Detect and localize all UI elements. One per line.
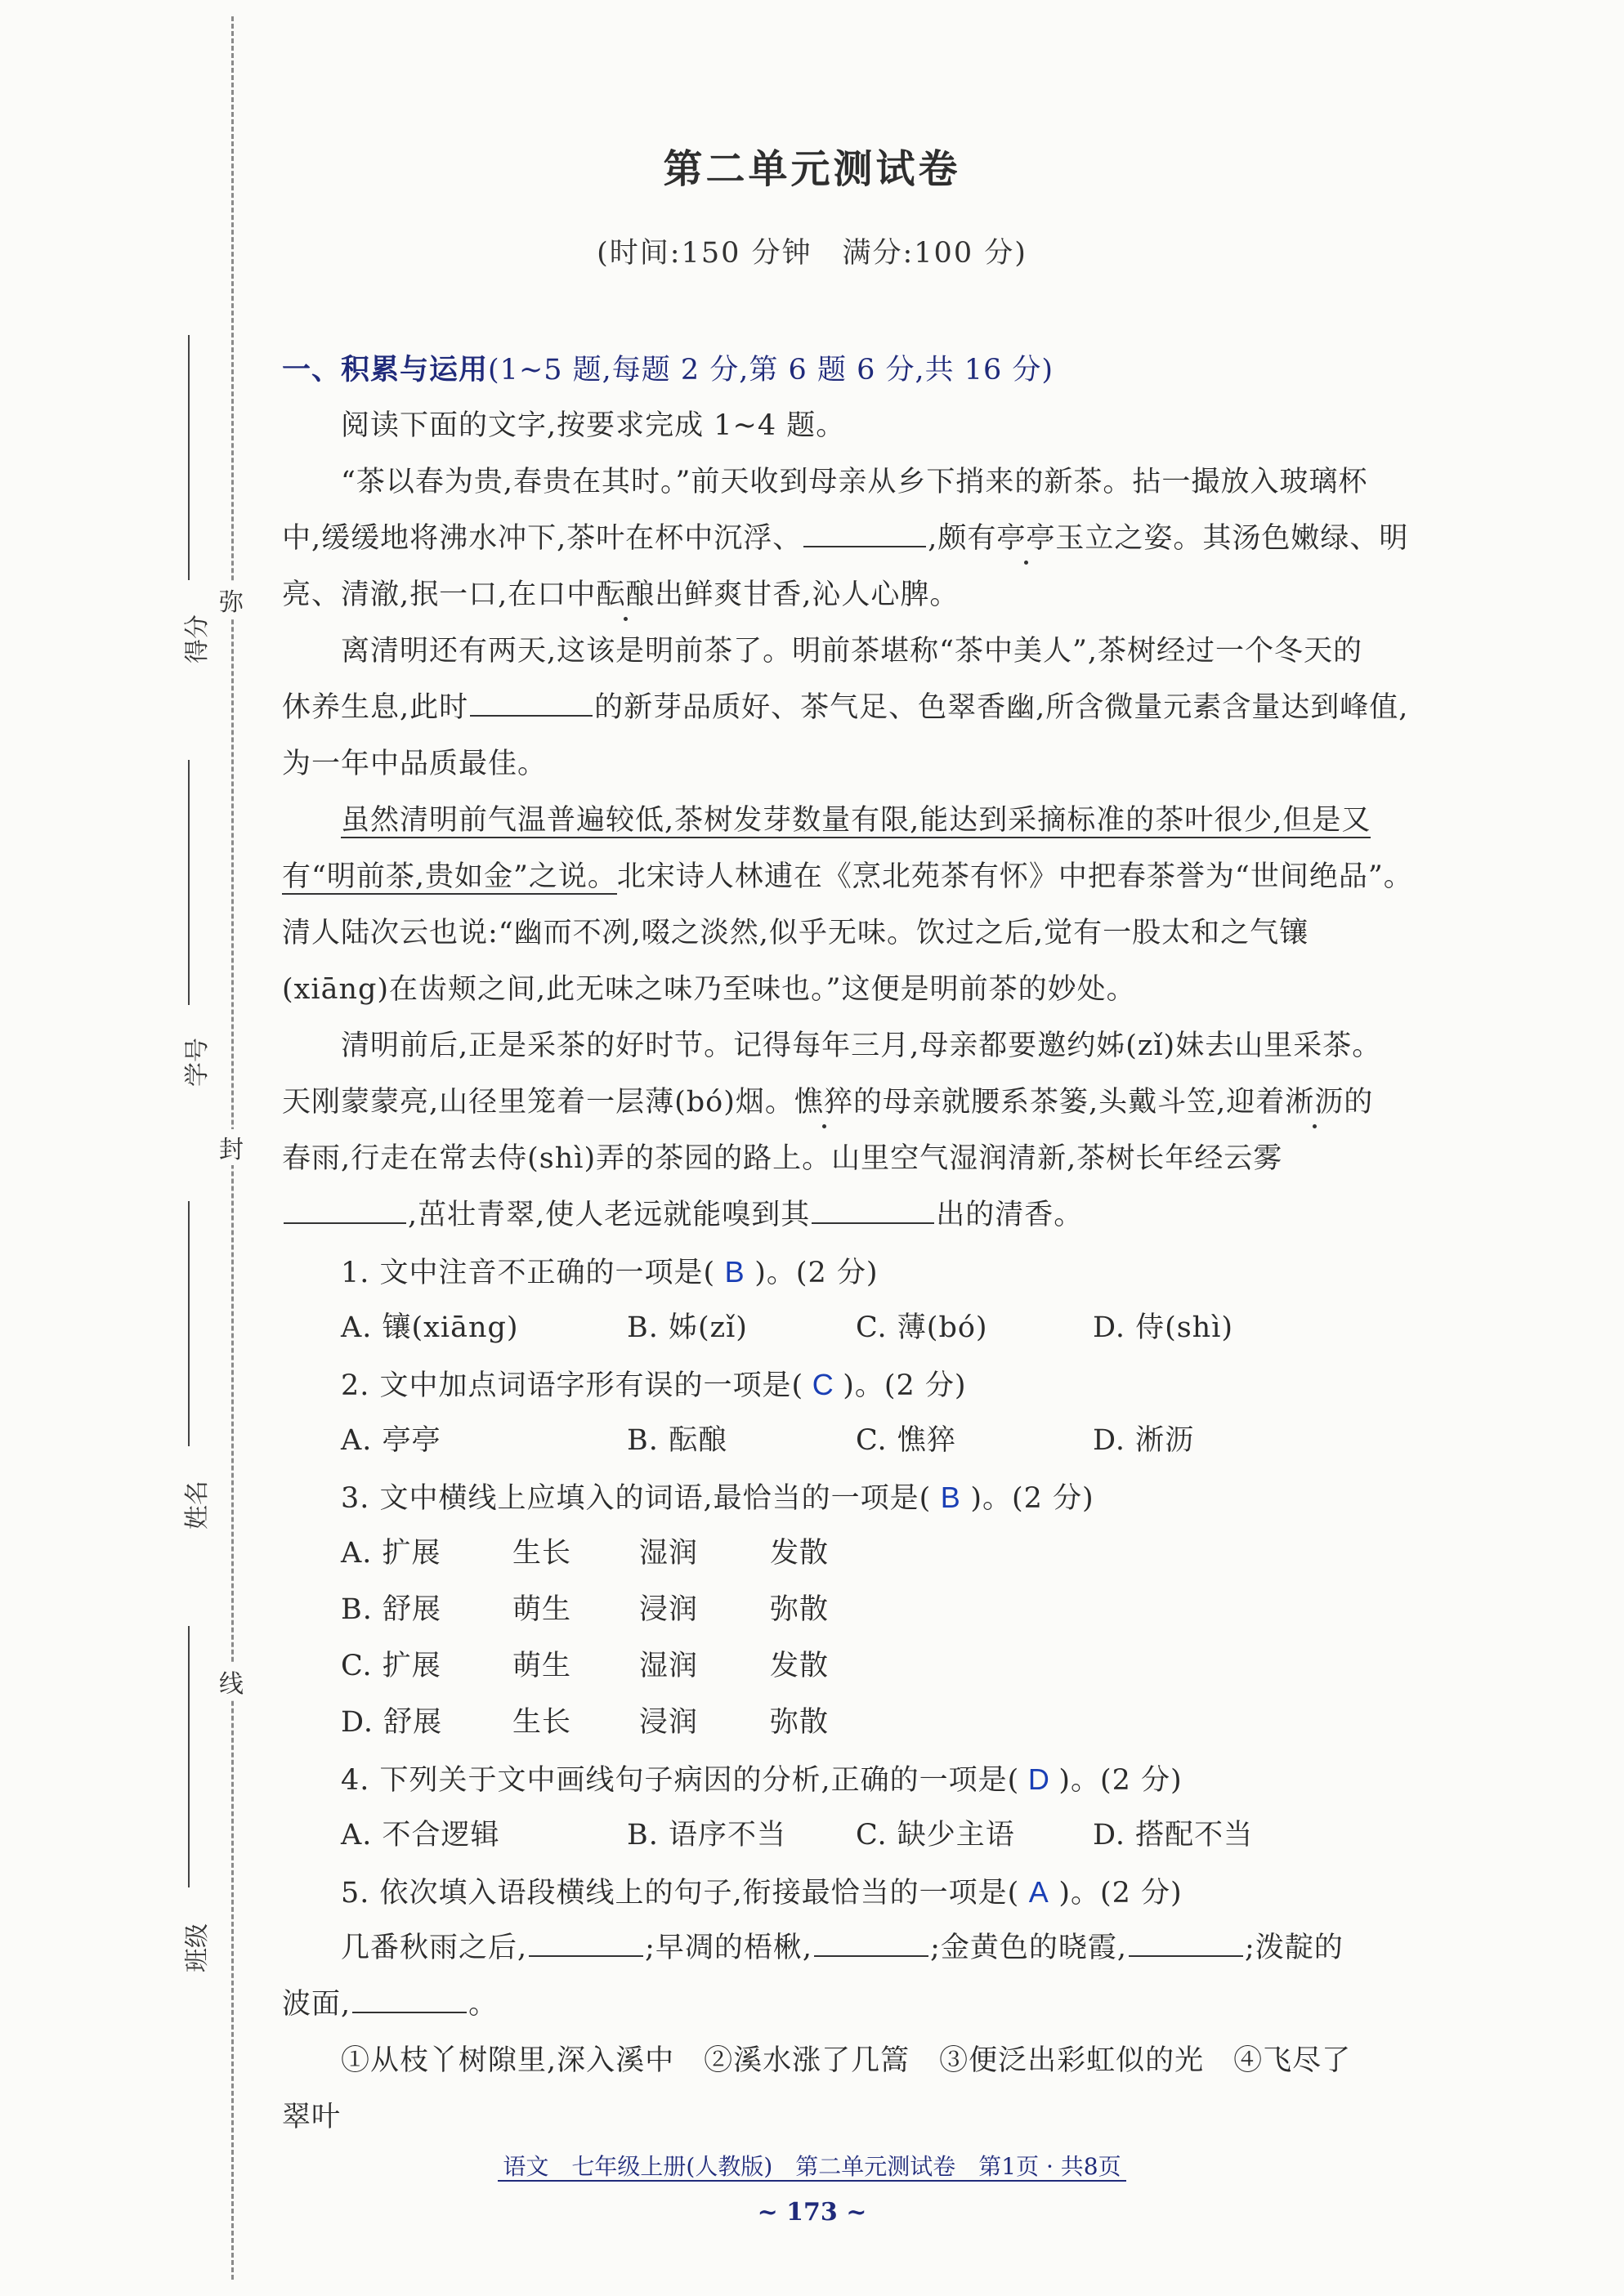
fill-blank[interactable]	[284, 1198, 406, 1224]
underlined-sentence: 有“明前茶,贵如金”之说。	[282, 860, 617, 893]
reading-instruction: 阅读下面的文字,按要求完成 1~4 题。	[341, 409, 846, 442]
question-5-choices: ①从枝丫树隙里,深入溪中 ②溪水涨了几篙 ③便泛出彩虹似的光 ④飞尽了	[341, 2044, 1352, 2077]
option-c[interactable]: C. 薄(bó)	[856, 1311, 988, 1344]
question-5-passage-line1	[282, 1920, 1537, 1977]
text-run: 出鲜爽甘香,沁人心脾。	[655, 578, 960, 611]
passage-p1-line3	[282, 567, 1537, 623]
exam-content	[282, 342, 1537, 2146]
text-run: 的母亲就腰系茶篓,头戴斗笠,迎着	[852, 1086, 1286, 1119]
text-run: 波面,	[282, 1988, 351, 2021]
question-score: )。(2 分)	[843, 1369, 967, 1402]
exam-time-score: (时间:150 分钟 满分:100 分)	[597, 237, 1027, 270]
option-b[interactable]: B. 语序不当	[627, 1819, 786, 1852]
question-2-stem	[282, 1356, 1537, 1413]
passage-p3-line3: 清人陆次云也说:“幽而不冽,啜之淡然,似乎无味。饮过之后,觉有一股太和之气镶	[282, 917, 1309, 949]
passage-p2-line1: 离清明还有两天,这该是明前茶了。明前茶堪称“茶中美人”,茶树经过一个冬天的	[341, 635, 1363, 668]
passage-p3-line4: (xiāng)在齿颊之间,此无味之味乃至味也。”这便是明前茶的妙处。	[282, 973, 1136, 1006]
dotted-word: 淅沥	[1285, 1086, 1344, 1119]
text-run: 北宋诗人林逋在《烹北苑茶有怀》中把春茶誉为“世间绝品”。	[616, 860, 1413, 893]
passage-p4-line1: 清明前后,正是采茶的好时节。记得每年三月,母亲都要邀约姊(zǐ)妹去山里采茶。	[341, 1030, 1382, 1062]
option-b[interactable]: B. 酝酿	[627, 1424, 727, 1457]
section-scoring-note: (1~5 题,每题 2 分,第 6 题 6 分,共 16 分)	[488, 354, 1054, 386]
option-word: 萌生	[512, 1650, 572, 1682]
question-3-option-b[interactable]	[282, 1582, 1537, 1638]
section-heading	[282, 342, 1537, 398]
question-score: )。(2 分)	[1058, 1764, 1183, 1797]
dotted-word: 憔猝	[794, 1086, 853, 1119]
passage-p4-line3: 春雨,行走在常去侍(shì)弄的茶园的路上。山里空气湿润清新,茶树长年经云雾	[282, 1142, 1283, 1175]
option-word: B. 舒展	[341, 1593, 441, 1626]
dotted-word: 酝酿	[596, 578, 655, 611]
name-field-line	[188, 1201, 190, 1446]
dotted-word: 亭亭	[996, 522, 1056, 555]
underlined-sentence: 虽然清明前气温普遍较低,茶树发芽数量有限,能达到采摘标准的茶叶很少,但是又	[341, 804, 1371, 837]
text-run: ;泼靛的	[1244, 1932, 1344, 1964]
option-word: 萌生	[512, 1593, 572, 1626]
fill-blank[interactable]	[529, 1931, 643, 1957]
question-3-option-d[interactable]	[282, 1695, 1537, 1751]
question-text: 2. 文中加点词语字形有误的一项是(	[341, 1369, 804, 1402]
fill-blank[interactable]	[812, 1198, 934, 1224]
fill-blank[interactable]	[352, 1987, 467, 2013]
answer-mark: A	[1028, 1875, 1049, 1909]
answer-mark: B	[724, 1255, 745, 1289]
option-a[interactable]: A. 亭亭	[341, 1424, 441, 1457]
answer-mark: C	[812, 1368, 834, 1401]
question-4-stem	[282, 1751, 1537, 1807]
student-id-field-line	[188, 760, 190, 1005]
question-5-choices-cont: 翠叶	[282, 2101, 342, 2133]
option-word: 发散	[770, 1650, 830, 1682]
question-5-stem	[282, 1864, 1537, 1920]
passage-p1-line2	[282, 511, 1537, 567]
question-1-options	[282, 1300, 1537, 1356]
question-2-options	[282, 1413, 1537, 1469]
text-run: ;早凋的梧楸,	[645, 1932, 813, 1964]
text-run: 休养生息,此时	[282, 691, 469, 724]
fill-blank[interactable]	[814, 1931, 928, 1957]
option-word: A. 扩展	[341, 1537, 441, 1570]
option-word: 生长	[512, 1706, 572, 1739]
fill-blank[interactable]	[470, 690, 593, 717]
text-run: 出的清香。	[936, 1199, 1084, 1231]
question-4-options	[282, 1807, 1537, 1864]
option-word: 生长	[512, 1537, 572, 1570]
passage-p4-line4	[282, 1187, 1537, 1244]
option-c[interactable]: C. 憔猝	[856, 1424, 956, 1457]
option-c[interactable]: C. 缺少主语	[856, 1819, 1015, 1852]
passage-p3-line2	[282, 849, 1537, 905]
score-field-label: 得分	[183, 614, 212, 663]
question-3-option-a[interactable]	[282, 1525, 1537, 1582]
question-3-stem	[282, 1469, 1537, 1525]
text-run: 亮、清澈,抿一口,在口中	[282, 578, 597, 611]
option-word: D. 舒展	[341, 1706, 443, 1739]
question-score: )。(2 分)	[970, 1482, 1094, 1515]
section-title: 一、积累与运用	[282, 353, 489, 386]
score-field-line	[188, 335, 190, 580]
page-number: ~ 173 ~	[757, 2198, 867, 2227]
question-text: 4. 下列关于文中画线句子病因的分析,正确的一项是(	[341, 1764, 1020, 1797]
seal-word-feng: 封	[210, 1129, 253, 1165]
text-run: 几番秋雨之后,	[341, 1932, 528, 1964]
option-word: 浸润	[639, 1593, 699, 1626]
question-5-passage-line2	[282, 1977, 1537, 2033]
text-run: 。	[468, 1988, 499, 2021]
option-d[interactable]: D. 淅沥	[1093, 1424, 1195, 1457]
question-3-option-c[interactable]	[282, 1638, 1537, 1695]
text-run: 中,缓缓地将沸水冲下,茶叶在杯中沉浮、	[282, 522, 803, 555]
text-run: ;金黄色的晓霞,	[930, 1932, 1127, 1964]
option-word: 湿润	[639, 1650, 699, 1682]
answer-mark: D	[1027, 1762, 1050, 1796]
page-footer	[0, 2149, 1624, 2182]
option-d[interactable]: D. 搭配不当	[1093, 1819, 1254, 1852]
text-run: 的新芽品质好、茶气足、色翠香幽,所含微量元素含量达到峰值,	[594, 691, 1409, 724]
option-word: C. 扩展	[341, 1650, 441, 1682]
option-a[interactable]: A. 镶(xiāng)	[341, 1311, 519, 1344]
student-id-field-label: 学号	[183, 1038, 212, 1087]
text-run: 的	[1344, 1086, 1374, 1119]
option-d[interactable]: D. 侍(shì)	[1093, 1311, 1234, 1344]
question-score: )。(2 分)	[754, 1257, 879, 1289]
option-a[interactable]: A. 不合逻辑	[341, 1819, 500, 1852]
fill-blank[interactable]	[1129, 1931, 1243, 1957]
question-text: 3. 文中横线上应填入的词语,最恰当的一项是(	[341, 1482, 932, 1515]
text-run: ,茁壮青翠,使人老远就能嗅到其	[408, 1199, 811, 1231]
fill-blank[interactable]	[803, 521, 926, 547]
class-field-line	[188, 1626, 190, 1887]
option-word: 弥散	[770, 1706, 830, 1739]
question-text: 1. 文中注音不正确的一项是(	[341, 1257, 716, 1289]
option-word: 发散	[770, 1537, 830, 1570]
option-b[interactable]: B. 姊(zǐ)	[627, 1311, 748, 1344]
passage-p2-line2	[282, 680, 1537, 736]
passage-p2-line3: 为一年中品质最佳。	[282, 748, 548, 780]
option-word: 湿润	[639, 1537, 699, 1570]
passage-p1-line1: “茶以春为贵,春贵在其时。”前天收到母亲从乡下捎来的新茶。拈一撮放入玻璃杯	[341, 466, 1368, 498]
option-word: 浸润	[639, 1706, 699, 1739]
text-run: ,颇有	[928, 522, 997, 555]
page-title: 第二单元测试卷	[663, 146, 961, 192]
passage-p4-line2	[282, 1074, 1537, 1131]
seal-word-mi: 弥	[210, 582, 253, 618]
class-field-label: 班级	[183, 1923, 212, 1972]
text-run: 天刚蒙蒙亮,山径里笼着一层薄(bó)烟。	[282, 1086, 794, 1119]
passage-p3-line1	[282, 793, 1537, 849]
question-score: )。(2 分)	[1058, 1877, 1183, 1910]
text-run: 玉立之姿。其汤色嫩绿、明	[1055, 522, 1409, 555]
seal-word-xian: 线	[210, 1664, 253, 1700]
question-1-stem	[282, 1244, 1537, 1300]
option-word: 弥散	[770, 1593, 830, 1626]
question-text: 5. 依次填入语段横线上的句子,衔接最恰当的一项是(	[341, 1877, 1020, 1910]
footer-text: 语文 七年级上册(人教版) 第二单元测试卷 第1页 · 共8页	[498, 2153, 1125, 2182]
answer-mark: B	[940, 1481, 961, 1514]
name-field-label: 姓名	[183, 1481, 212, 1530]
